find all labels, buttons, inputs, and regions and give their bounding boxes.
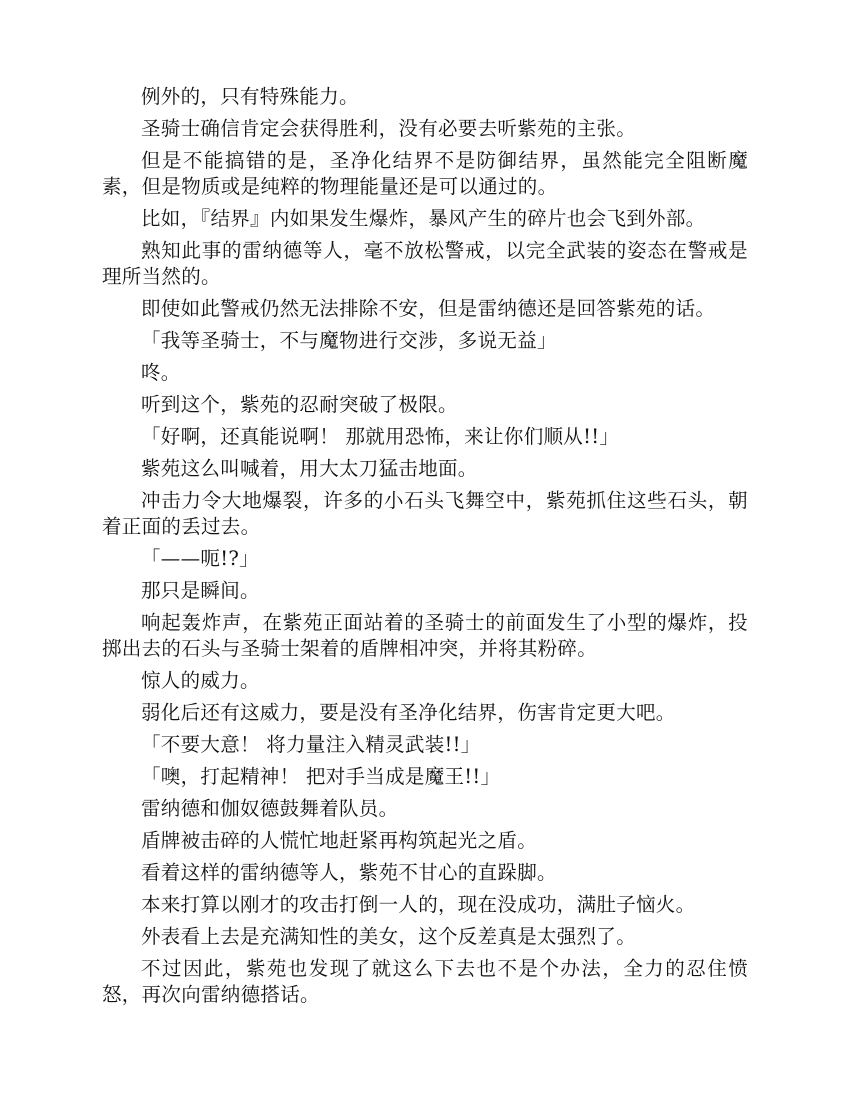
- dialogue-line: 「好啊，还真能说啊！ 那就用恐怖，来让你们顺从!!」: [141, 425, 620, 448]
- paragraph: 咚。: [141, 361, 181, 384]
- dialogue-line: 「——呃!?」: [141, 547, 259, 570]
- paragraph: 那只是瞬间。: [141, 579, 260, 602]
- paragraph: 听到这个，紫苑的忍耐突破了极限。: [141, 393, 458, 416]
- paragraph: 但是不能搞错的是，圣净化结界不是防御结界，虽然能完全阻断魔素，但是物质或是纯粹的物理能量还是可以通过的。: [102, 149, 748, 198]
- dialogue-line: 「噢，打起精神！ 把对手当成是魔王!!」: [141, 765, 501, 788]
- paragraph: 外表看上去是充满知性的美女，这个反差真是太强烈了。: [141, 925, 637, 948]
- paragraph: 熟知此事的雷纳德等人，毫不放松警戒，以完全武装的姿态在警戒是理所当然的。: [102, 239, 748, 288]
- paragraph: 响起轰炸声，在紫苑正面站着的圣骑士的前面发生了小型的爆炸，投掷出去的石头与圣骑士架着的盾牌相冲突，并将其粉碎。: [102, 611, 748, 660]
- dialogue-line: 「我等圣骑士，不与魔物进行交涉，多说无益」: [141, 329, 557, 352]
- paragraph: 例外的，只有特殊能力。: [141, 85, 359, 108]
- paragraph: 即使如此警戒仍然无法排除不安，但是雷纳德还是回答紫苑的话。: [141, 297, 716, 320]
- paragraph: 比如，『结界』内如果发生爆炸，暴风产生的碎片也会飞到外部。: [141, 207, 706, 230]
- paragraph: 惊人的威力。: [141, 669, 260, 692]
- paragraph: 不过因此，紫苑也发现了就这么下去也不是个办法，全力的忍住愤怒，再次向雷纳德搭话。: [102, 957, 748, 1006]
- paragraph: 冲击力令大地爆裂，许多的小石头飞舞空中，紫苑抓住这些石头，朝着正面的丢过去。: [102, 489, 748, 538]
- paragraph: 本来打算以刚才的攻击打倒一人的，现在没成功，满肚子恼火。: [141, 893, 696, 916]
- paragraph: 盾牌被击碎的人慌忙地赶紧再构筑起光之盾。: [141, 829, 538, 852]
- paragraph: 雷纳德和伽奴德鼓舞着队员。: [141, 797, 399, 820]
- paragraph: 看着这样的雷纳德等人，紫苑不甘心的直跺脚。: [141, 861, 557, 884]
- paragraph: 紫苑这么叫喊着，用大太刀猛击地面。: [141, 457, 478, 480]
- paragraph: 圣骑士确信肯定会获得胜利，没有必要去听紫苑的主张。: [141, 117, 637, 140]
- paragraph: 弱化后还有这威力，要是没有圣净化结界，伤害肯定更大吧。: [141, 701, 676, 724]
- dialogue-line: 「不要大意！ 将力量注入精灵武装!!」: [141, 733, 481, 756]
- document-page: [102, 84, 748, 1014]
